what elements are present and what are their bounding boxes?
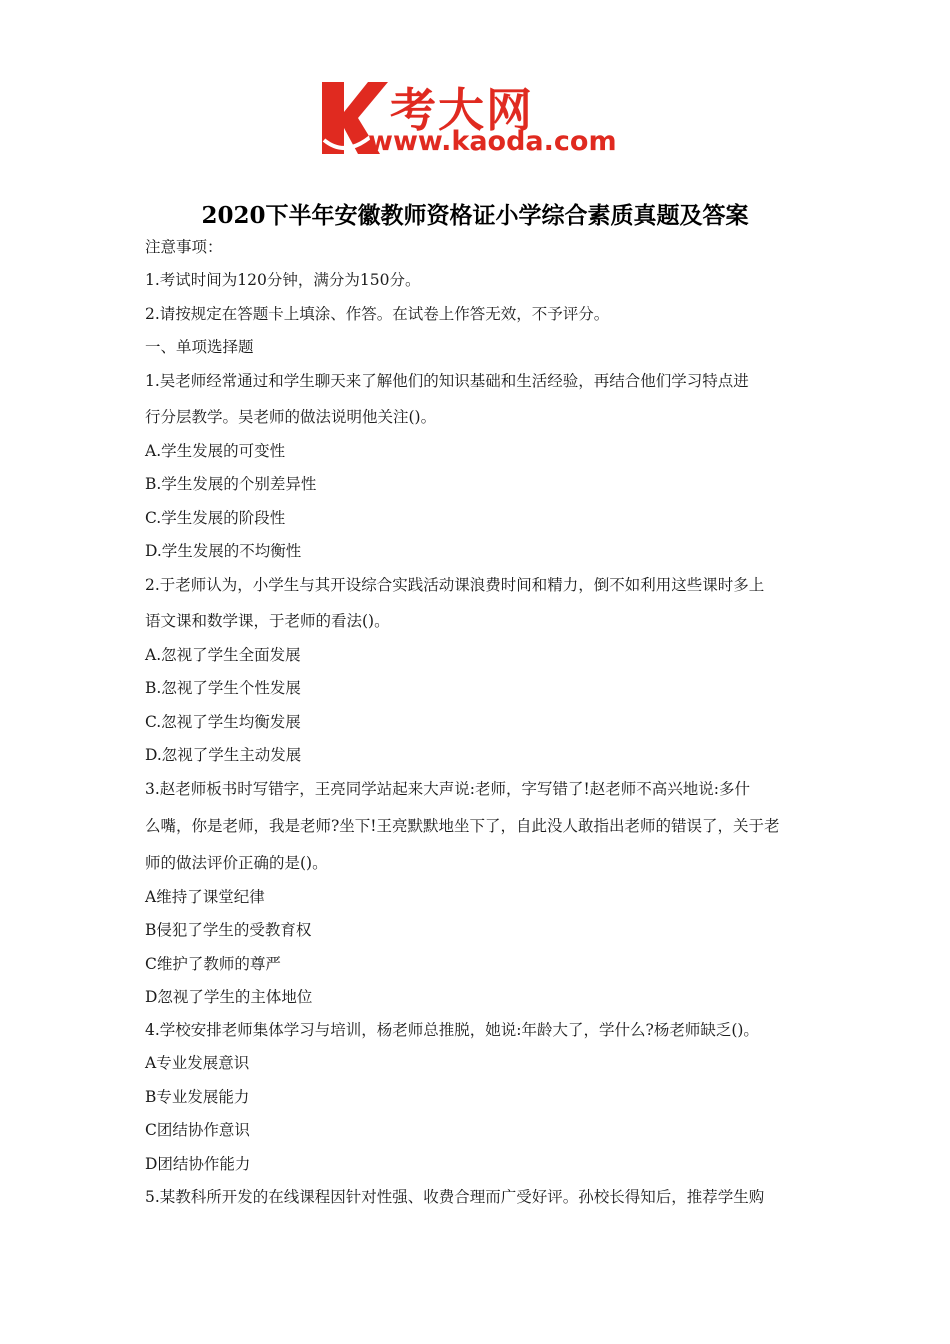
question-option: A维持了课堂纪律 [145,888,265,906]
question-option: C团结协作意识 [145,1121,250,1139]
question-stem: 4.学校安排老师集体学习与培训，杨老师总推脱，她说:年龄大了，学什么?杨老师缺乏()。 [145,1021,759,1039]
logo-url: www.kaoda.com [368,126,617,157]
question-option: B.学生发展的个别差异性 [145,475,317,493]
question-option: D团结协作能力 [145,1155,251,1173]
question-option: B专业发展能力 [145,1088,250,1106]
page-title: 2020下半年安徽教师资格证小学综合素质真题及答案 [201,202,749,230]
question-option: C维护了教师的尊严 [145,955,281,973]
question-stem: 师的做法评价正确的是()。 [145,854,328,872]
question-stem: 行分层教学。吴老师的做法说明他关注()。 [145,408,437,426]
question-option: D忽视了学生的主体地位 [145,988,313,1006]
question-stem: 语文课和数学课，于老师的看法()。 [145,612,390,630]
question-option: D.忽视了学生主动发展 [145,746,302,764]
question-stem: 5.某教科所开发的在线课程因针对性强、收费合理而广受好评。孙校长得知后，推荐学生购 [145,1188,765,1206]
kaoda-logo [318,76,638,160]
question-stem: 么嘴，你是老师，我是老师?坐下!王亮默默地坐下了，自此没人敢指出老师的错误了，关于老 [145,817,780,835]
question-stem: 2.于老师认为，小学生与其开设综合实践活动课浪费时间和精力，倒不如利用这些课时多上 [145,576,765,594]
question-option: D.学生发展的不均衡性 [145,542,302,560]
section-heading: 一、单项选择题 [145,338,254,356]
notice-item: 2.请按规定在答题卡上填涂、作答。在试卷上作答无效，不予评分。 [145,305,610,323]
notice-heading: 注意事项： [145,238,223,256]
notice-item: 1.考试时间为120分钟，满分为150分。 [145,271,421,289]
question-stem: 1.吴老师经常通过和学生聊天来了解他们的知识基础和生活经验，再结合他们学习特点进 [145,372,749,390]
logo-title: 考大网 [390,83,534,137]
question-option: B侵犯了学生的受教育权 [145,921,312,939]
question-option: A.学生发展的可变性 [145,442,286,460]
question-stem: 3.赵老师板书时写错字，王亮同学站起来大声说:老师，字写错了!赵老师不高兴地说:多什 [145,780,750,798]
question-option: B.忽视了学生个性发展 [145,679,301,697]
question-option: A专业发展意识 [145,1054,250,1072]
question-option: C.学生发展的阶段性 [145,509,286,527]
question-option: A.忽视了学生全面发展 [145,646,301,664]
question-option: C.忽视了学生均衡发展 [145,713,301,731]
